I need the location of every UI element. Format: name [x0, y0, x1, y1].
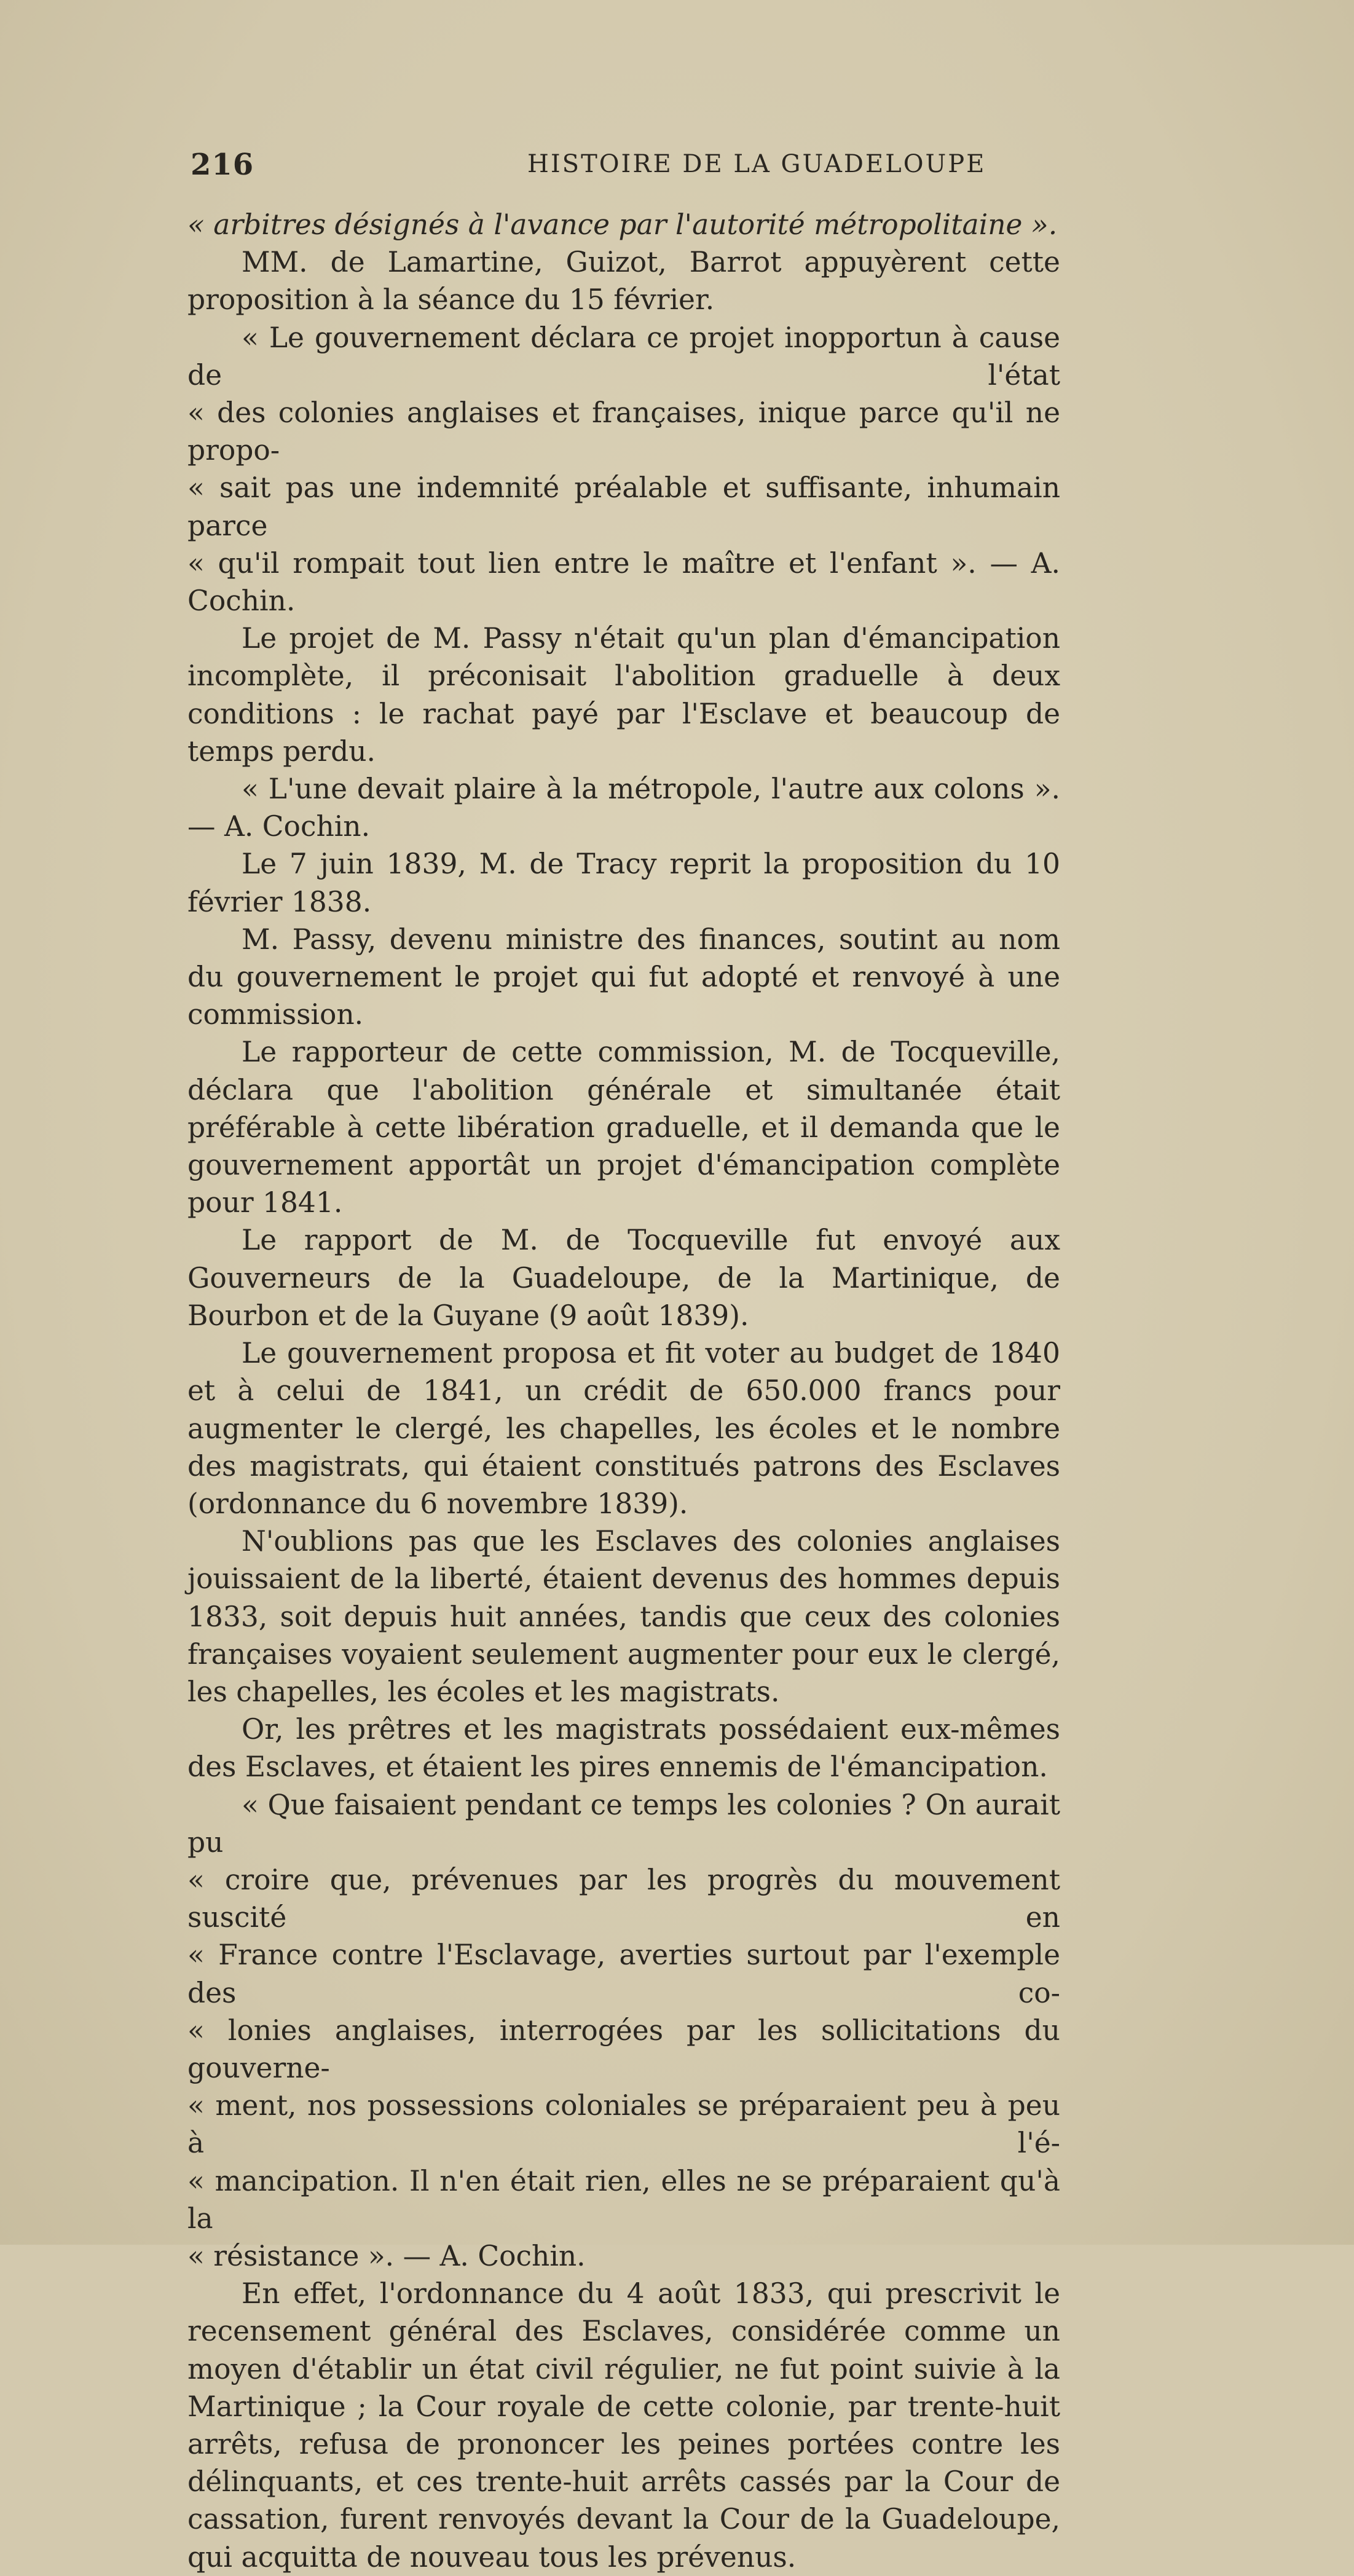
- running-title: HISTOIRE DE LA GUADELOUPE: [527, 150, 986, 178]
- paragraph: N'oublions pas que les Esclaves des colonies anglaises jouissaient de la liberté, étaient devenus des hommes depuis 1833, soit depuis huit années, tandis que ceux des colonies françaises voyaient seulement augmenter pour eux le clergé, les chapelles, les écoles et les magistrats.: [187, 1525, 1060, 1708]
- quote-line: « résistance ». — A. Cochin.: [187, 2239, 586, 2272]
- quote-line: « croire que, prévenues par les progrès du mouvement suscité en: [187, 1863, 1060, 1934]
- page-number: 216: [191, 148, 254, 182]
- paragraph: Or, les prêtres et les magistrats possédaient eux-mêmes des Esclaves, et étaient les pires ennemis de l'émancipation.: [187, 1713, 1060, 1784]
- quote-line: « lonies anglaises, interrogées par les sollicitations du gouverne-: [187, 2014, 1060, 2084]
- quotation-block: [187, 1786, 1060, 2275]
- quote-line: « Le gouvernement déclara ce projet inopportun à cause de l'état: [187, 321, 1060, 392]
- paragraph: M. Passy, devenu ministre des finances, soutint au nom du gouvernement le projet qui fut adopté et renvoyé à une commission.: [187, 923, 1060, 1031]
- quote-line: « des colonies anglaises et françaises, inique parce qu'il ne propo-: [187, 396, 1060, 467]
- body-text: [187, 206, 1060, 2576]
- paragraph-continuation: « arbitres désignés à l'avance par l'autorité métropolitaine ».: [187, 208, 1058, 241]
- quotation-block: [187, 319, 1060, 620]
- paragraph: Le gouvernement proposa et fit voter au budget de 1840 et à celui de 1841, un crédit de 650.000 francs pour augmenter le clergé, les chapelles, les écoles et le nombre des magistrats, qui étaient constitués patrons des Esclaves (ordonnance du 6 novembre 1839).: [187, 1337, 1060, 1520]
- paragraph: Le rapporteur de cette commission, M. de Tocqueville, déclara que l'abolition générale et simultanée était préférable à cette libération graduelle, et il demanda que le gouvernement apportât un projet d'émancipation complète pour 1841.: [187, 1036, 1060, 1219]
- paragraph: Le 7 juin 1839, M. de Tracy reprit la proposition du 10 février 1838.: [187, 848, 1060, 918]
- paragraph: « L'une devait plaire à la métropole, l'autre aux colons ». — A. Cochin.: [187, 773, 1060, 843]
- quote-line: « France contre l'Esclavage, averties surtout par l'exemple des co-: [187, 1939, 1060, 2009]
- quote-line: « Que faisaient pendant ce temps les colonies ? On aurait pu: [187, 1788, 1060, 1859]
- quote-line: « mancipation. Il n'en était rien, elles ne se préparaient qu'à la: [187, 2164, 1060, 2235]
- paragraph: Le rapport de M. de Tocqueville fut envoyé aux Gouverneurs de la Guadeloupe, de la Martinique, de Bourbon et de la Guyane (9 août 1839).: [187, 1224, 1060, 1332]
- quote-line: « ment, nos possessions coloniales se préparaient peu à peu à l'é-: [187, 2089, 1060, 2160]
- paragraph: Le projet de M. Passy n'était qu'un plan d'émancipation incomplète, il préconisait l'abolition graduelle à deux conditions : le rachat payé par l'Esclave et beaucoup de temps perdu.: [187, 622, 1060, 768]
- quote-line: « sait pas une indemnité préalable et suffisante, inhumain parce: [187, 471, 1060, 542]
- paragraph: MM. de Lamartine, Guizot, Barrot appuyèrent cette proposition à la séance du 15 février.: [187, 246, 1060, 317]
- page-header: [191, 148, 1045, 191]
- quote-line: « qu'il rompait tout lien entre le maître et l'enfant ». — A. Cochin.: [187, 546, 1060, 618]
- paragraph: En effet, l'ordonnance du 4 août 1833, qui prescrivit le recensement général des Esclaves, considérée comme un moyen d'établir un état civil régulier, ne fut point suivie à la Martinique ; la Cour royale de cette colonie, par trente-huit arrêts, refusa de prononcer les peines portées contre les délinquants, et ces trente-huit arrêts cassés par la Cour de cassation, furent renvoyés devant la Cour de la Guadeloupe, qui acquitta de nouveau tous les prévenus.: [187, 2277, 1060, 2574]
